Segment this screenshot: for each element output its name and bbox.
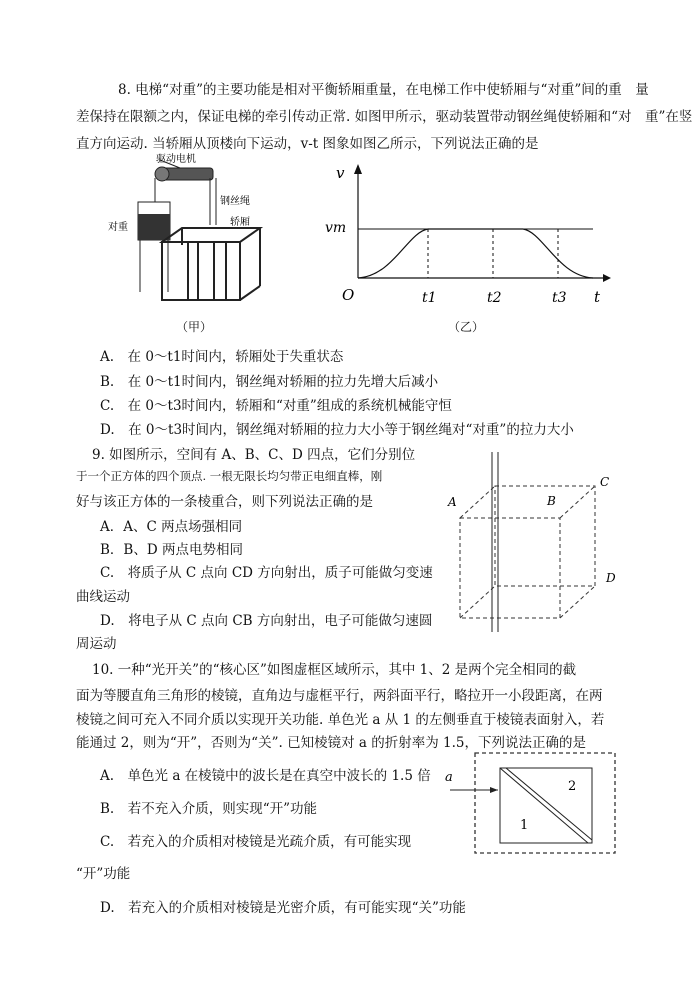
q8-option-c: C. 在 0～t3时间内，轿厢和“对重”组成的系统机械能守恒 [100, 398, 452, 414]
ray-a-label: a [445, 770, 453, 785]
q9-option-d-cont: 周运动 [76, 636, 117, 652]
caption-jia: （甲） [176, 320, 213, 334]
q10-option-c: C. 若充入的介质相对棱镜是光疏介质，有可能实现 [100, 834, 412, 850]
car-frame-shape [162, 228, 260, 300]
q10-option-b: B. 若不充入介质，则实现“开”功能 [100, 801, 318, 817]
q10-line-2: 面为等腰直角三角形的棱镜，直角边与虚框平行，两斜面平行，略拉开一小段距离，在两 [76, 688, 603, 704]
q10-line-1: 10. 一种“光开关”的“核心区”如图虚框区域所示，其中 1、2 是两个完全相同的截 [92, 662, 577, 678]
q9-option-b: B．B、D 两点电势相同 [100, 542, 243, 558]
point-d-label: D [606, 571, 616, 585]
origin-label: O [342, 286, 355, 304]
q9-option-a: A．A、C 两点场强相同 [100, 519, 243, 535]
elevator-diagram [100, 150, 290, 310]
optical-switch-diagram [440, 748, 620, 860]
q9-line-3: 好与该正方体的一条棱重合，则下列说法正确的是 [76, 494, 373, 510]
cube-back-face [495, 486, 595, 586]
t-axis-label: t [594, 288, 601, 306]
q8-option-d: D. 在 0～t3时间内，钢丝绳对轿厢的拉力大小等于钢丝绳对“对重”的拉力大小 [100, 422, 574, 438]
q8-option-a: A. 在 0～t1时间内，轿厢处于失重状态 [100, 349, 344, 365]
q9-line-2: 于一个正方体的四个顶点. 一根无限长均匀带正电细直棒，刚 [76, 469, 383, 483]
point-b-label: B [547, 494, 556, 508]
prism1-label: 1 [520, 818, 529, 833]
q9-line-1: 9. 如图所示，空间有 A、B、C、D 四点，它们分别位 [92, 447, 416, 463]
q10-line-3: 棱镜之间可充入不同介质以实现开关功能. 单色光 a 从 1 的左侧垂直于棱镜表面射入，若 [76, 712, 605, 728]
prism2-label: 2 [568, 779, 577, 794]
q8-line-3: 直方向运动. 当轿厢从顶楼向下运动，v-t 图象如图乙所示，下列说法正确的是 [76, 136, 539, 152]
label-counterweight: 对重 [108, 222, 128, 233]
cube-front-face [460, 518, 560, 618]
q8-line-2: 差保持在限额之内，保证电梯的牵引传动正常. 如图甲所示，驱动装置带动钢丝绳使轿厢和“对 重”在竖 [76, 109, 693, 125]
label-car: 轿厢 [230, 217, 250, 228]
point-c-label: C [600, 475, 610, 489]
t1-label: t1 [422, 290, 437, 306]
v-axis-label: v [336, 164, 345, 182]
q8-option-b: B. 在 0～t1时间内，钢丝绳对轿厢的拉力先增大后减小 [100, 374, 439, 390]
vm-label: vm [325, 220, 347, 236]
cube-diagram [440, 448, 630, 634]
q8-line-1: 8. 电梯“对重”的主要功能是相对平衡轿厢重量，在电梯工作中使轿厢与“对重”间的重 量 [118, 82, 649, 98]
q9-option-c-cont: 曲线运动 [76, 589, 130, 605]
q10-line-4: 能通过 2，则为“开”，否则为“关”. 已知棱镜对 a 的折射率为 1.5，下列说法正确的是 [76, 735, 586, 751]
point-a-label: A [448, 495, 457, 509]
q10-option-c-cont: “开”功能 [76, 866, 131, 882]
q9-option-c: C. 将质子从 C 点向 CD 方向射出，质子可能做匀变速 [100, 565, 433, 581]
vt-graph [318, 160, 618, 310]
t3-label: t3 [552, 290, 567, 306]
q9-option-d: D. 将电子从 C 点向 CB 方向射出，电子可能做匀速圆 [100, 613, 433, 629]
label-rope: 钢丝绳 [220, 196, 250, 207]
prism2-hypotenuse [506, 768, 592, 840]
label-motor: 驱动电机 [156, 154, 196, 165]
q10-option-a: A. 单色光 a 在棱镜中的波长是在真空中波长的 1.5 倍 [100, 768, 431, 784]
q10-option-d: D. 若充入的介质相对棱镜是光密介质，有可能实现“关”功能 [100, 900, 466, 916]
t2-label: t2 [487, 290, 502, 306]
caption-yi: （乙） [448, 320, 485, 334]
